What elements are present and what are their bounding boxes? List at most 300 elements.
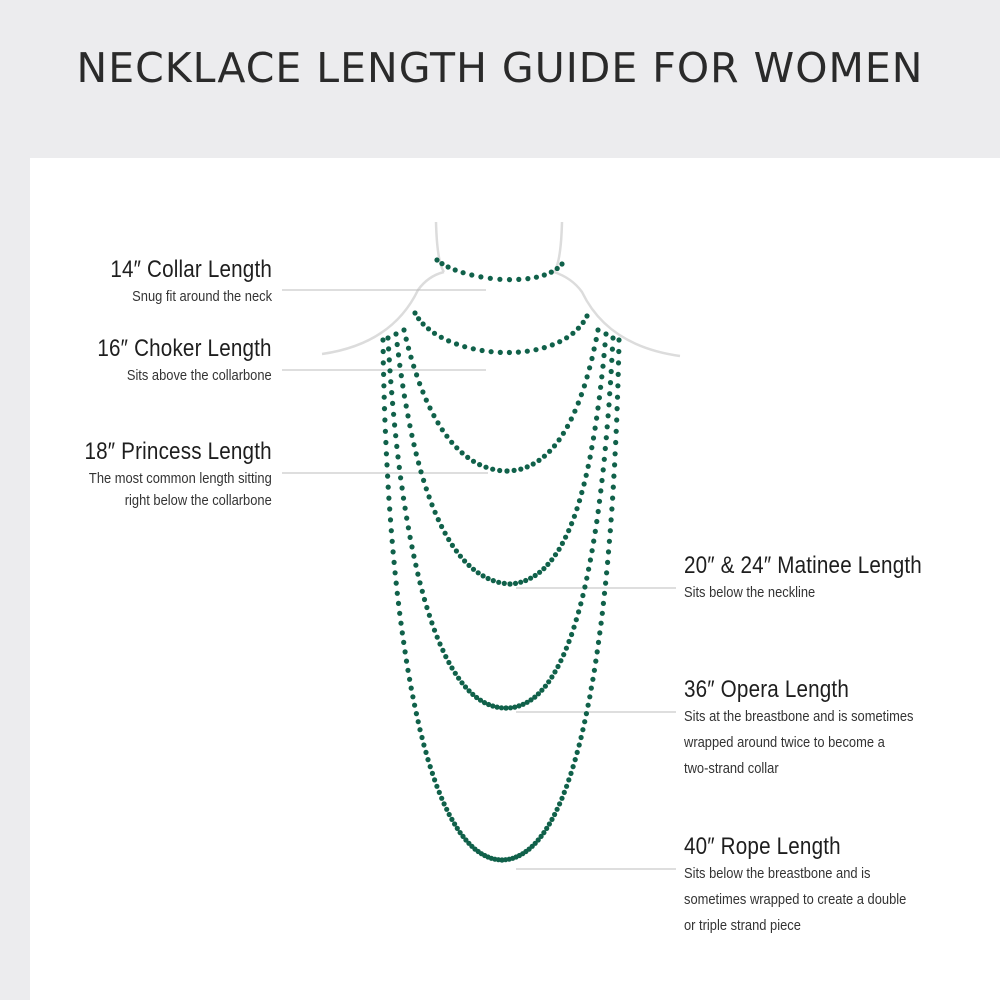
bead xyxy=(434,784,439,789)
bead xyxy=(609,517,614,522)
bead xyxy=(604,435,609,440)
bead xyxy=(576,326,581,331)
bead xyxy=(404,659,409,664)
bead xyxy=(478,274,483,279)
length-desc: two-strand collar xyxy=(684,760,779,777)
bead xyxy=(382,417,387,422)
bead xyxy=(481,573,486,578)
bead xyxy=(393,433,398,438)
bead xyxy=(544,826,549,831)
bead xyxy=(518,580,523,585)
bead xyxy=(439,261,444,266)
bead xyxy=(471,346,476,351)
bead xyxy=(549,557,554,562)
bead xyxy=(418,469,423,474)
bead xyxy=(534,275,539,280)
bead xyxy=(387,368,392,373)
bead xyxy=(421,321,426,326)
bead xyxy=(582,719,587,724)
bead xyxy=(569,416,574,421)
strand-choker xyxy=(412,310,589,355)
bead xyxy=(463,684,468,689)
bead xyxy=(391,549,396,554)
bead xyxy=(566,777,571,782)
bead xyxy=(613,451,618,456)
bead xyxy=(605,424,610,429)
bead xyxy=(412,310,417,315)
bead xyxy=(549,817,554,822)
bead xyxy=(550,342,555,347)
bead xyxy=(599,621,604,626)
bead xyxy=(404,516,409,521)
bead xyxy=(391,412,396,417)
bead xyxy=(555,266,560,271)
bead xyxy=(587,365,592,370)
bead xyxy=(601,601,606,606)
length-desc: Snug fit around the neck xyxy=(132,288,272,305)
bead xyxy=(412,703,417,708)
bead xyxy=(443,654,448,659)
bead xyxy=(411,364,416,369)
bead xyxy=(582,481,587,486)
bead xyxy=(489,349,494,354)
bead xyxy=(615,406,620,411)
bead xyxy=(449,817,454,822)
bead xyxy=(616,372,621,377)
bead xyxy=(609,369,614,374)
bead xyxy=(437,790,442,795)
length-heading: 16″ Choker Length xyxy=(97,335,272,362)
bead xyxy=(403,649,408,654)
bead xyxy=(439,524,444,529)
bead xyxy=(586,567,591,572)
bead xyxy=(398,475,403,480)
bead xyxy=(497,468,502,473)
bead xyxy=(600,364,605,369)
bead xyxy=(606,413,611,418)
strand-rope xyxy=(380,337,621,862)
bead xyxy=(609,506,614,511)
bead xyxy=(495,705,500,710)
bead xyxy=(572,409,577,414)
bead xyxy=(408,535,413,540)
bead xyxy=(611,485,616,490)
bead xyxy=(578,601,583,606)
bead xyxy=(427,405,432,410)
bead xyxy=(545,562,550,567)
bead xyxy=(461,270,466,275)
bead xyxy=(419,735,424,740)
bead xyxy=(430,771,435,776)
bead xyxy=(557,801,562,806)
bead xyxy=(460,450,465,455)
bead xyxy=(579,735,584,740)
bead xyxy=(410,694,415,699)
bead xyxy=(427,494,432,499)
bead xyxy=(423,750,428,755)
bead xyxy=(417,727,422,732)
bead xyxy=(394,444,399,449)
bead xyxy=(588,455,593,460)
length-label-matinee xyxy=(684,552,961,606)
bead xyxy=(523,578,528,583)
bead xyxy=(586,464,591,469)
bead xyxy=(577,498,582,503)
bead xyxy=(561,652,566,657)
bead xyxy=(396,352,401,357)
bead xyxy=(597,630,602,635)
bead xyxy=(596,640,601,645)
bead xyxy=(504,468,509,473)
bead xyxy=(414,451,419,456)
length-label-collar xyxy=(84,256,272,310)
bead xyxy=(518,467,523,472)
bead xyxy=(454,548,459,553)
bead xyxy=(564,784,569,789)
bead xyxy=(594,337,599,342)
bead xyxy=(614,417,619,422)
bead xyxy=(386,485,391,490)
bead xyxy=(488,276,493,281)
bead xyxy=(592,346,597,351)
bead xyxy=(565,424,570,429)
bead xyxy=(528,576,533,581)
bead xyxy=(571,764,576,769)
bead xyxy=(605,560,610,565)
bead xyxy=(384,451,389,456)
bead xyxy=(547,821,552,826)
bead xyxy=(576,400,581,405)
bead xyxy=(400,485,405,490)
bead xyxy=(427,613,432,618)
bead xyxy=(425,757,430,762)
bead xyxy=(572,514,577,519)
bead xyxy=(397,465,402,470)
bead xyxy=(449,665,454,670)
length-desc: sometimes wrapped to create a double xyxy=(684,891,907,908)
bead xyxy=(439,796,444,801)
bead xyxy=(595,327,600,332)
bead xyxy=(591,435,596,440)
bead xyxy=(589,356,594,361)
bead xyxy=(490,467,495,472)
bead xyxy=(446,537,451,542)
bead xyxy=(525,276,530,281)
bead xyxy=(557,339,562,344)
bead xyxy=(584,313,589,318)
bead xyxy=(390,401,395,406)
bead xyxy=(447,812,452,817)
bead xyxy=(580,593,585,598)
bead xyxy=(597,395,602,400)
page-title: NECKLACE LENGTH GUIDE FOR WOMEN xyxy=(76,44,924,92)
bead xyxy=(398,621,403,626)
bead xyxy=(439,335,444,340)
bead xyxy=(483,465,488,470)
bead xyxy=(381,360,386,365)
bead xyxy=(381,349,386,354)
bead xyxy=(431,413,436,418)
bead xyxy=(413,563,418,568)
bead xyxy=(615,395,620,400)
bead xyxy=(449,440,454,445)
bead xyxy=(542,272,547,277)
bead xyxy=(435,420,440,425)
bead xyxy=(442,801,447,806)
bead xyxy=(393,331,398,336)
bead xyxy=(446,660,451,665)
bead xyxy=(401,640,406,645)
bead xyxy=(444,807,449,812)
bead xyxy=(454,445,459,450)
bead xyxy=(590,548,595,553)
bead xyxy=(429,620,434,625)
bead xyxy=(394,581,399,586)
bead xyxy=(598,385,603,390)
bead xyxy=(507,581,512,586)
bead xyxy=(616,360,621,365)
bead xyxy=(507,350,512,355)
bead xyxy=(424,486,429,491)
bead xyxy=(592,668,597,673)
bead xyxy=(584,473,589,478)
bead xyxy=(450,543,455,548)
bead xyxy=(397,611,402,616)
length-heading: 20″ & 24″ Matinee Length xyxy=(684,552,922,579)
bead xyxy=(409,686,414,691)
bead xyxy=(382,395,387,400)
bead xyxy=(557,437,562,442)
bead xyxy=(582,584,587,589)
bead xyxy=(589,686,594,691)
bead xyxy=(381,372,386,377)
bead xyxy=(420,389,425,394)
bead xyxy=(564,646,569,651)
bead xyxy=(397,363,402,368)
bead xyxy=(434,257,439,262)
bead xyxy=(477,462,482,467)
bead xyxy=(608,528,613,533)
bead xyxy=(491,578,496,583)
bead xyxy=(446,264,451,269)
bead xyxy=(542,345,547,350)
bead xyxy=(575,750,580,755)
bead xyxy=(581,320,586,325)
bead xyxy=(471,459,476,464)
bead xyxy=(383,429,388,434)
bead xyxy=(429,502,434,507)
bead xyxy=(595,405,600,410)
bead xyxy=(459,680,464,685)
bead xyxy=(400,383,405,388)
bead xyxy=(579,490,584,495)
bead xyxy=(542,454,547,459)
bead xyxy=(502,581,507,586)
bead xyxy=(507,277,512,282)
length-desc: right below the collarbone xyxy=(124,492,272,509)
bead xyxy=(593,529,598,534)
bead xyxy=(456,676,461,681)
bead xyxy=(396,601,401,606)
bead xyxy=(539,688,544,693)
bead xyxy=(395,342,400,347)
bead xyxy=(395,591,400,596)
bead xyxy=(416,719,421,724)
bead xyxy=(541,566,546,571)
length-desc: The most common length sitting xyxy=(89,470,272,487)
bead xyxy=(580,727,585,732)
bead xyxy=(603,331,608,336)
strand-opera xyxy=(385,335,615,710)
bead xyxy=(411,554,416,559)
bead xyxy=(611,474,616,479)
bead xyxy=(390,539,395,544)
bead xyxy=(584,576,589,581)
bead xyxy=(462,344,467,349)
bead xyxy=(409,544,414,549)
bead xyxy=(385,335,390,340)
bead xyxy=(531,461,536,466)
bead xyxy=(426,326,431,331)
bead xyxy=(564,335,569,340)
bead xyxy=(607,391,612,396)
bead xyxy=(388,517,393,522)
length-desc: Sits at the breastbone and is sometimes xyxy=(684,708,914,725)
bead xyxy=(404,337,409,342)
bead xyxy=(389,390,394,395)
bead xyxy=(606,549,611,554)
bead xyxy=(555,807,560,812)
bead xyxy=(616,349,621,354)
bead xyxy=(610,335,615,340)
bead xyxy=(395,454,400,459)
bead xyxy=(576,609,581,614)
bead xyxy=(432,777,437,782)
bead xyxy=(568,771,573,776)
bead xyxy=(416,316,421,321)
bead xyxy=(387,506,392,511)
bead xyxy=(547,449,552,454)
bead xyxy=(593,659,598,664)
bead xyxy=(414,711,419,716)
bead xyxy=(433,510,438,515)
bead xyxy=(536,458,541,463)
bead xyxy=(525,349,530,354)
bead xyxy=(454,341,459,346)
bead xyxy=(436,517,441,522)
bead xyxy=(516,350,521,355)
bead xyxy=(599,478,604,483)
bead xyxy=(389,528,394,533)
bead xyxy=(594,519,599,524)
bead xyxy=(392,560,397,565)
bead xyxy=(552,669,557,674)
bead xyxy=(603,581,608,586)
bead xyxy=(417,580,422,585)
shoulder-right xyxy=(554,272,680,356)
bead xyxy=(513,581,518,586)
strand-princess xyxy=(401,327,600,473)
bead xyxy=(566,639,571,644)
bead xyxy=(480,348,485,353)
bead xyxy=(584,711,589,716)
bead xyxy=(486,576,491,581)
bead xyxy=(476,570,481,575)
bead xyxy=(471,567,476,572)
bead xyxy=(560,541,565,546)
bead xyxy=(614,429,619,434)
bead xyxy=(597,499,602,504)
bead xyxy=(469,272,474,277)
bead xyxy=(516,277,521,282)
bead xyxy=(569,521,574,526)
bead xyxy=(405,668,410,673)
bead xyxy=(610,496,615,501)
bead xyxy=(511,468,516,473)
bead xyxy=(499,705,504,710)
bead xyxy=(549,674,554,679)
bead xyxy=(599,374,604,379)
bead xyxy=(607,539,612,544)
bead xyxy=(559,796,564,801)
length-desc: Sits above the collarbone xyxy=(127,367,272,384)
bead xyxy=(453,267,458,272)
bead xyxy=(458,554,463,559)
bead xyxy=(610,347,615,352)
bead xyxy=(586,703,591,708)
bead xyxy=(420,589,425,594)
bead xyxy=(465,455,470,460)
bead xyxy=(577,742,582,747)
bead xyxy=(573,757,578,762)
bead xyxy=(555,664,560,669)
bead xyxy=(553,552,558,557)
bead xyxy=(386,346,391,351)
bead xyxy=(588,557,593,562)
bead xyxy=(600,611,605,616)
bead xyxy=(444,434,449,439)
bead xyxy=(612,462,617,467)
bead xyxy=(440,648,445,653)
bead xyxy=(601,353,606,358)
bead xyxy=(422,597,427,602)
bead xyxy=(533,573,538,578)
bead xyxy=(571,625,576,630)
bead xyxy=(582,383,587,388)
bead xyxy=(552,443,557,448)
necklace-strands xyxy=(380,257,621,862)
bead xyxy=(574,506,579,511)
bead xyxy=(615,383,620,388)
length-label-princess xyxy=(54,438,272,514)
bead xyxy=(387,357,392,362)
bead xyxy=(525,464,530,469)
bead xyxy=(383,440,388,445)
bead xyxy=(386,496,391,501)
bead xyxy=(587,694,592,699)
bead xyxy=(392,422,397,427)
bead xyxy=(415,572,420,577)
bead xyxy=(552,812,557,817)
bead xyxy=(533,347,538,352)
bead xyxy=(462,558,467,563)
bead xyxy=(408,355,413,360)
bead xyxy=(579,392,584,397)
bead xyxy=(570,331,575,336)
bead xyxy=(388,379,393,384)
bead xyxy=(609,358,614,363)
bead xyxy=(437,641,442,646)
